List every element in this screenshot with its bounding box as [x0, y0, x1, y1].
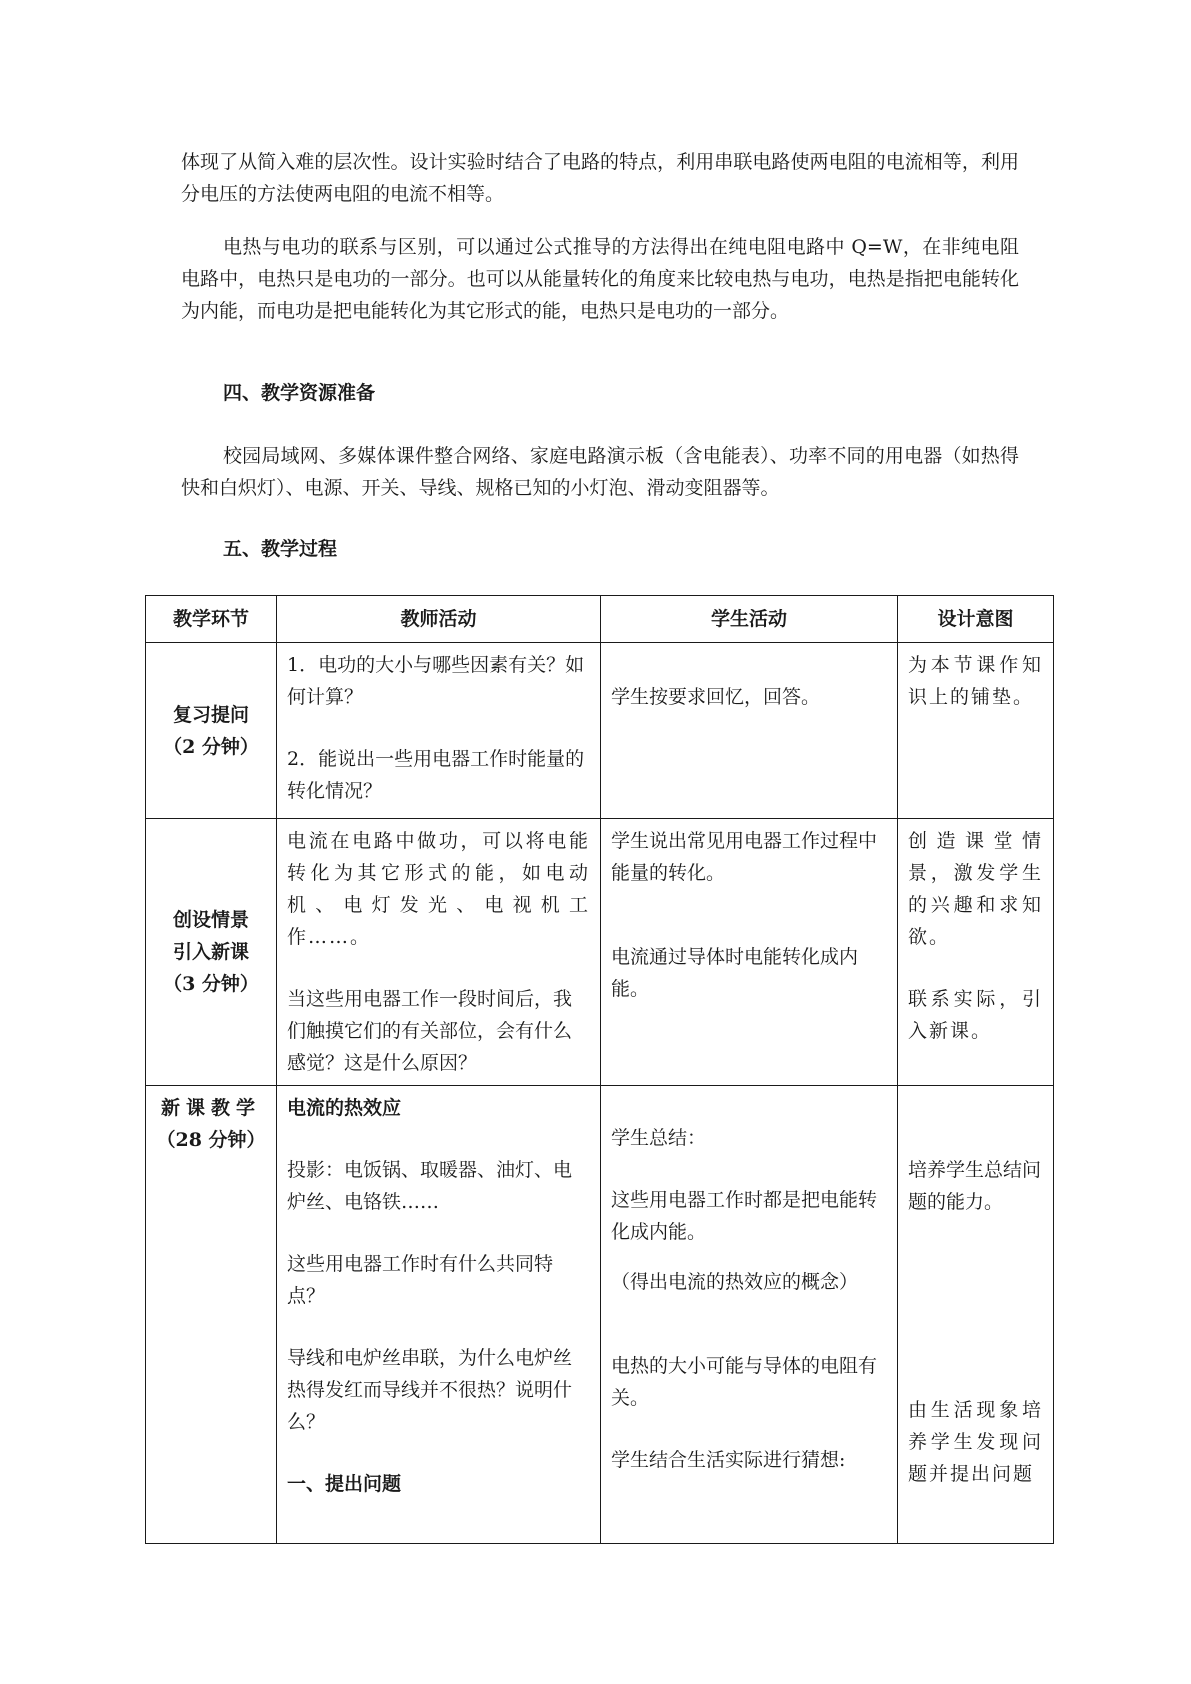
header-teacher-activity: 教师活动: [277, 596, 601, 643]
design-intent-cell: 培养学生总结问题的能力。 由生活现象培养学生发现问题并提出问题: [898, 1086, 1054, 1544]
teacher-activity-cell: 电流的热效应 投影：电饭锅、取暖器、油灯、电炉丝、电铬铁…… 这些用电器工作时有什么共同特点？ 导线和电炉丝串联，为什么电炉丝热得发红而导线并不很热？说明什么？ 一、提出问题: [277, 1086, 601, 1544]
student-activity-cell: 学生总结： 这些用电器工作时都是把电能转化成内能。 （得出电流的热效应的概念） 电热的大小可能与导体的电阻有关。 学生结合生活实际进行猜想:: [601, 1086, 898, 1544]
section-5-heading: 五、教学过程: [223, 538, 338, 560]
header-design-intent: 设计意图: [898, 596, 1054, 643]
teacher-activity-cell: 电流在电路中做功，可以将电能转化为其它形式的能，如电动机、电灯发光、电视机工作……。 当这些用电器工作一段时间后，我们触摸它们的有关部位，会有什么感觉？这是什么原因？: [277, 819, 601, 1086]
intro-paragraph-2: 电热与电功的联系与区别，可以通过公式推导的方法得出在纯电阻电路中 Q=W，在非纯电阻电路中，电热只是电功的一部分。也可以从能量转化的角度来比较电热与电功，电热是指把电能转化为内能，而电功是把电能转化为其它形式的能，电热只是电功的一部分。: [181, 236, 1019, 322]
stage-review: 复习提问 （2 分钟）: [146, 643, 277, 819]
stage-new-lesson: 新课教学 （28 分钟）: [146, 1086, 277, 1544]
table-row: [146, 819, 1054, 1086]
lesson-process-table: [145, 595, 1054, 1544]
header-stage: 教学环节: [146, 596, 277, 643]
design-intent-cell: 创造课堂情景，激发学生的兴趣和求知欲。 联系实际，引入新课。: [898, 819, 1054, 1086]
student-activity-cell: 学生说出常见用电器工作过程中能量的转化。 电流通过导体时电能转化成内能。: [601, 819, 898, 1086]
header-student-activity: 学生活动: [601, 596, 898, 643]
teacher-activity-cell: 1．电功的大小与哪些因素有关？如何计算？ 2．能说出一些用电器工作时能量的转化情况？: [277, 643, 601, 819]
table-row: [146, 1086, 1054, 1544]
design-intent-cell: 为本节课作知识上的铺垫。: [898, 643, 1054, 819]
table-row: [146, 643, 1054, 819]
student-activity-cell: 学生按要求回忆，回答。: [601, 643, 898, 819]
section-4-body: 校园局域网、多媒体课件整合网络、家庭电路演示板（含电能表）、功率不同的用电器（如热得快和白炽灯）、电源、开关、导线、规格已知的小灯泡、滑动变阻器等。: [181, 445, 1019, 499]
intro-paragraph-1: 体现了从简入难的层次性。设计实验时结合了电路的特点，利用串联电路使两电阻的电流相等，利用分电压的方法使两电阻的电流不相等。: [181, 151, 1019, 205]
stage-introduce: 创设情景 引入新课 （3 分钟）: [146, 819, 277, 1086]
table-header-row: [146, 596, 1054, 643]
section-4-heading: 四、教学资源准备: [223, 382, 376, 404]
